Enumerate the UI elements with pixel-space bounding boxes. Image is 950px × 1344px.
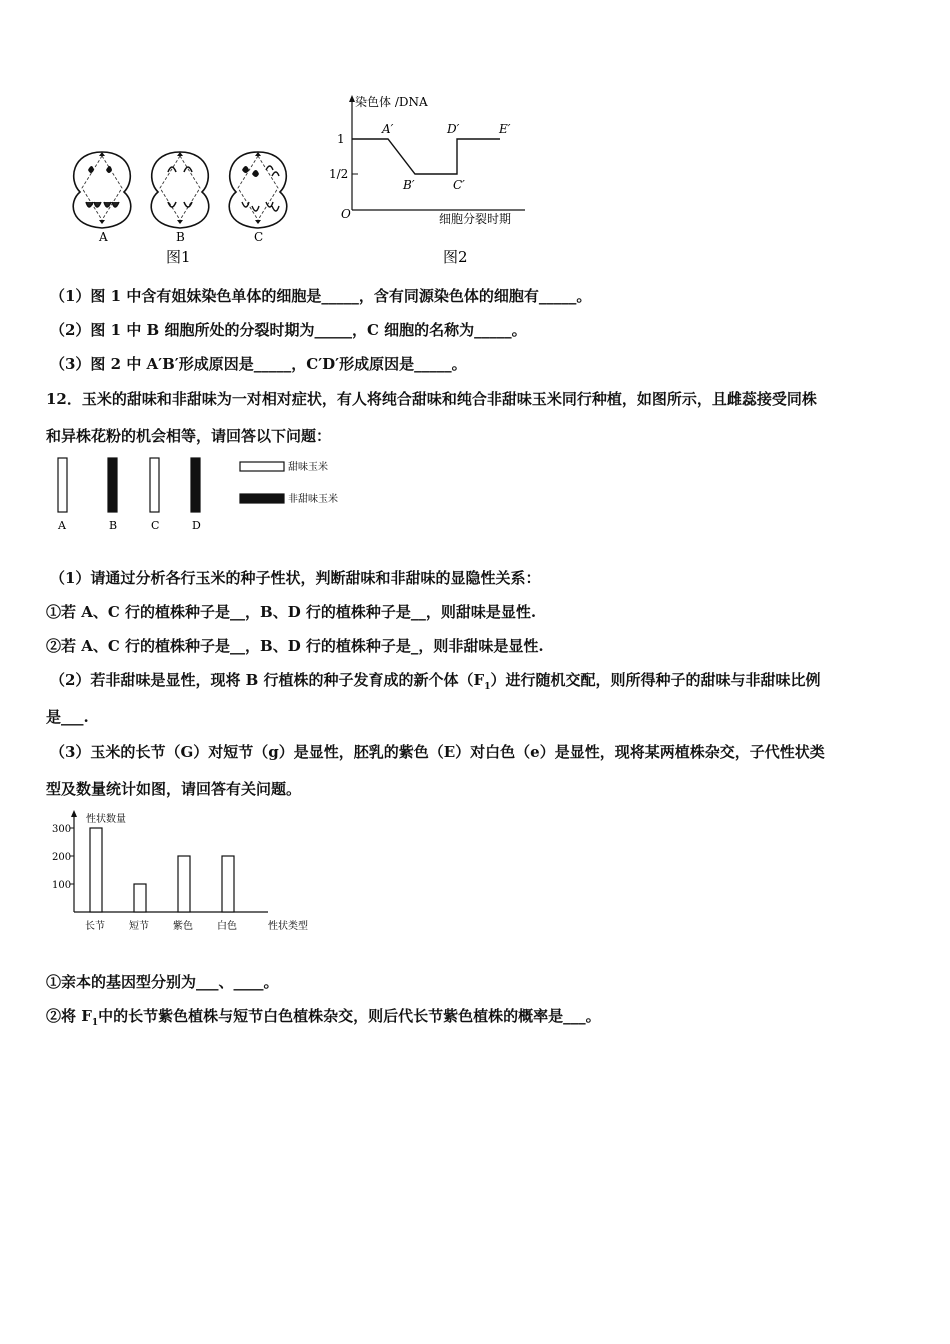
q12-sub3-a: ①亲本的基因型分别为___、____。: [46, 973, 279, 991]
q12-sub3-b-subscript: 1: [91, 1018, 99, 1028]
legend-nonsweet-swatch: [240, 494, 284, 503]
q12-sub1-a: ①若 A、C 行的植株种子是__，B、D 行的植株种子是__，则甜味是显性.: [46, 603, 537, 621]
chart-y-label: 性状数量: [86, 814, 126, 825]
figure-1-svg: [62, 140, 302, 270]
q12-sub3-line2: 型及数量统计如图，请回答有关问题。: [46, 780, 302, 798]
cell-label-c: C: [254, 230, 264, 244]
row-d-nonsweet: [191, 458, 200, 512]
q11-part2: （2）图 1 中 B 细胞所处的分裂时期为_____，C 细胞的名称为_____。: [50, 321, 527, 339]
bar-2: [134, 884, 146, 912]
y-tick-half: 1/2: [329, 167, 349, 181]
q12-sub2-line1: [50, 670, 821, 697]
y-tick-1: 1: [337, 132, 345, 146]
point-d: D′: [447, 122, 460, 136]
q12-stem-line1: 12．玉米的甜味和非甜味为一对相对症状，有人将纯合甜味和纯合非甜味玉米同行种植，如图所示，且雌蕊接受同株: [46, 390, 817, 408]
trait-bar-chart: [46, 808, 336, 938]
row-label-b: B: [109, 519, 118, 532]
point-a: A′: [382, 122, 394, 136]
chart-x-label: 性状类型: [268, 921, 308, 932]
q12-sub3-b: [46, 1006, 601, 1033]
figure-1-caption: 图1: [166, 248, 191, 266]
figure-2: [325, 92, 535, 270]
x-axis-label: 细胞分裂时期: [439, 212, 512, 226]
origin-label: O: [341, 207, 351, 221]
q12-sub2-text-rest: ）进行随机交配，则所得种子的甜味与非甜味比例: [490, 671, 821, 689]
legend-sweet-swatch: [240, 462, 284, 471]
legend-sweet-label: 甜味玉米: [288, 462, 328, 473]
q11-part3: （3）图 2 中 A′B′形成原因是_____，C′D′形成原因是_____。: [50, 355, 467, 373]
figure-2-svg: [325, 92, 535, 270]
category-label-3: 紫色: [173, 921, 193, 932]
row-label-a: A: [58, 519, 66, 532]
bar-3: [178, 856, 190, 912]
legend-nonsweet-label: 非甜味玉米: [288, 494, 338, 505]
q12-sub1: （1）请通过分析各行玉米的种子性状，判断甜味和非甜味的显隐性关系：: [50, 569, 541, 587]
q12-sub2-subscript: 1: [484, 682, 491, 692]
cell-c: [229, 152, 287, 228]
y-tick-label-100: 100: [52, 880, 72, 891]
category-label-4: 白色: [217, 921, 237, 932]
row-b-nonsweet: [108, 458, 117, 512]
cell-a: [73, 152, 131, 228]
q12-sub1-b: ②若 A、C 行的植株种子是__，B、D 行的植株种子是_，则非甜味是显性.: [46, 637, 544, 655]
bar-4: [222, 856, 234, 912]
point-e: E′: [499, 122, 511, 136]
q12-sub2-text: （2）若非甜味是显性，现将 B 行植株的种子发育成的新个体（F: [50, 671, 485, 689]
row-c-sweet: [150, 458, 159, 512]
y-tick-label-200: 200: [52, 852, 72, 863]
point-c: C′: [453, 178, 465, 192]
cell-label-b: B: [176, 230, 185, 244]
category-label-1: 长节: [85, 921, 105, 932]
row-label-c: C: [151, 519, 160, 532]
row-label-d: D: [192, 519, 201, 532]
cell-label-a: A: [99, 230, 108, 244]
bar-chart-svg: [46, 808, 336, 938]
cell-b: [151, 152, 209, 228]
q12-sub3-b-text-rest: 中的长节紫色植株与短节白色植株杂交，则后代长节紫色植株的概率是___。: [98, 1007, 601, 1025]
corn-rows-svg: [50, 452, 360, 534]
q11-part1: （1）图 1 中含有姐妹染色单体的细胞是_____，含有同源染色体的细胞有_____。: [50, 287, 592, 305]
y-axis-label: 染色体 /DNA: [355, 95, 428, 109]
y-tick-label-300: 300: [52, 824, 72, 835]
q12-sub2-line2: 是___.: [46, 708, 89, 726]
category-label-2: 短节: [129, 921, 149, 932]
q12-sub3-line1: （3）玉米的长节（G）对短节（g）是显性，胚乳的紫色（E）对白色（e）是显性，现将某两植株杂交，子代性状类: [50, 743, 825, 761]
q12-stem-line2: 和异株花粉的机会相等，请回答以下问题：: [46, 427, 332, 445]
row-a-sweet: [58, 458, 67, 512]
bar-1: [90, 828, 102, 912]
figure-2-caption: 图2: [443, 248, 468, 266]
corn-rows-figure: [50, 452, 360, 534]
figure-1: [62, 140, 302, 270]
ratio-curve: [352, 139, 500, 174]
point-b: B′: [403, 178, 415, 192]
q12-sub3-b-text: ②将 F: [46, 1007, 92, 1025]
